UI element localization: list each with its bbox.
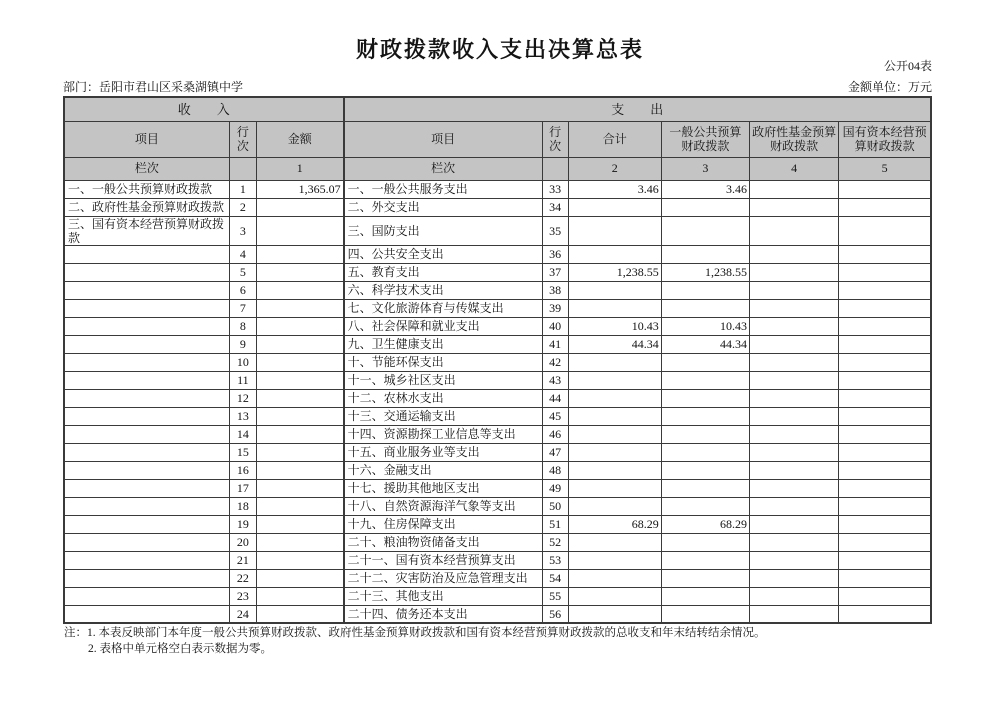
expenditure-state-capital-cell <box>839 353 931 371</box>
column-index-row <box>64 157 931 180</box>
expenditure-line-cell: 55 <box>542 587 568 605</box>
expenditure-gov-fund-cell <box>749 180 838 198</box>
income-item-cell <box>64 497 229 515</box>
expenditure-line-cell: 34 <box>542 198 568 216</box>
income-item-cell: 三、国有资本经营预算财政拨款 <box>64 216 229 245</box>
expenditure-gov-fund-cell <box>749 443 838 461</box>
unit-value: 万元 <box>907 80 932 94</box>
income-amount-cell <box>256 515 343 533</box>
income-amount-cell <box>256 371 343 389</box>
income-amount-cell <box>256 407 343 425</box>
income-amount-cell <box>256 299 343 317</box>
income-amount-cell <box>256 245 343 263</box>
expenditure-state-capital-cell <box>839 533 931 551</box>
expenditure-gov-fund-cell <box>749 407 838 425</box>
table-row <box>64 479 931 497</box>
expenditure-state-capital-index: 5 <box>839 157 931 180</box>
note-text: 2. 表格中单元格空白表示数据为零。 <box>88 643 272 655</box>
expenditure-item-cell: 十三、交通运输支出 <box>344 407 542 425</box>
expenditure-column-index-label: 栏次 <box>344 157 542 180</box>
income-amount-cell <box>256 587 343 605</box>
expenditure-item-cell: 二十四、债务还本支出 <box>344 605 542 623</box>
notes-label: 注： <box>64 627 87 639</box>
table-row <box>64 425 931 443</box>
expenditure-line-cell: 45 <box>542 407 568 425</box>
income-amount-cell <box>256 551 343 569</box>
income-line-cell: 3 <box>229 216 256 245</box>
expenditure-item-cell: 二十一、国有资本经营预算支出 <box>344 551 542 569</box>
income-item-cell: 一、一般公共预算财政拨款 <box>64 180 229 198</box>
expenditure-state-capital-cell <box>839 263 931 281</box>
expenditure-total-cell <box>568 569 661 587</box>
income-line-cell: 23 <box>229 587 256 605</box>
expenditure-general-budget-cell <box>661 587 749 605</box>
expenditure-general-budget-cell <box>661 497 749 515</box>
income-line-cell: 17 <box>229 479 256 497</box>
expenditure-general-budget-cell: 1,238.55 <box>661 263 749 281</box>
department-label: 部门： <box>63 80 100 94</box>
expenditure-total-cell: 3.46 <box>568 180 661 198</box>
expenditure-total-cell <box>568 281 661 299</box>
expenditure-general-budget-cell <box>661 371 749 389</box>
expenditure-state-capital-cell <box>839 569 931 587</box>
expenditure-state-capital-cell <box>839 497 931 515</box>
expenditure-gov-fund-cell <box>749 335 838 353</box>
department-line <box>63 78 243 95</box>
income-amount-header: 金额 <box>256 121 343 157</box>
expenditure-total-cell <box>568 425 661 443</box>
expenditure-total-cell <box>568 461 661 479</box>
expenditure-general-budget-cell <box>661 569 749 587</box>
income-item-header: 项目 <box>64 121 229 157</box>
note-text: 1. 本表反映部门本年度一般公共预算财政拨款、政府性基金预算财政拨款和国有资本经营预算财政拨款的总收支和年末结转结余情况。 <box>87 627 766 639</box>
expenditure-gov-fund-cell <box>749 371 838 389</box>
income-line-cell: 18 <box>229 497 256 515</box>
income-line-header: 行次 <box>229 121 256 157</box>
expenditure-line-cell: 44 <box>542 389 568 407</box>
table-row <box>64 515 931 533</box>
expenditure-item-cell: 三、国防支出 <box>344 216 542 245</box>
income-amount-cell <box>256 443 343 461</box>
expenditure-state-capital-cell <box>839 515 931 533</box>
expenditure-state-capital-cell <box>839 551 931 569</box>
expenditure-general-budget-cell <box>661 245 749 263</box>
expenditure-general-budget-cell <box>661 425 749 443</box>
expenditure-gov-fund-cell <box>749 299 838 317</box>
expenditure-item-cell: 十五、商业服务业等支出 <box>344 443 542 461</box>
expenditure-item-cell: 二十三、其他支出 <box>344 587 542 605</box>
expenditure-state-capital-cell <box>839 180 931 198</box>
table-row <box>64 317 931 335</box>
notes <box>64 625 984 657</box>
expenditure-line-cell: 40 <box>542 317 568 335</box>
table-row <box>64 533 931 551</box>
income-item-cell <box>64 263 229 281</box>
expenditure-line-cell: 56 <box>542 605 568 623</box>
income-line-cell: 9 <box>229 335 256 353</box>
expenditure-total-cell <box>568 443 661 461</box>
table-row <box>64 180 931 198</box>
table-row <box>64 569 931 587</box>
income-section-header: 收 入 <box>64 97 344 121</box>
expenditure-line-cell: 52 <box>542 533 568 551</box>
expenditure-state-capital-cell <box>839 425 931 443</box>
expenditure-general-budget-cell <box>661 551 749 569</box>
income-item-cell <box>64 533 229 551</box>
expenditure-line-cell: 36 <box>542 245 568 263</box>
income-line-cell: 2 <box>229 198 256 216</box>
expenditure-total-header: 合计 <box>568 121 661 157</box>
income-line-cell: 7 <box>229 299 256 317</box>
income-item-cell <box>64 515 229 533</box>
expenditure-gov-fund-cell <box>749 497 838 515</box>
expenditure-general-budget-cell <box>661 198 749 216</box>
unit-label: 金额单位： <box>847 80 908 94</box>
income-line-cell: 24 <box>229 605 256 623</box>
department-name: 岳阳市君山区采桑湖镇中学 <box>99 80 244 94</box>
expenditure-item-cell: 八、社会保障和就业支出 <box>344 317 542 335</box>
expenditure-total-cell <box>568 497 661 515</box>
expenditure-total-cell: 1,238.55 <box>568 263 661 281</box>
expenditure-item-cell: 五、教育支出 <box>344 263 542 281</box>
income-item-cell <box>64 371 229 389</box>
table-row <box>64 245 931 263</box>
income-amount-cell <box>256 198 343 216</box>
table-row <box>64 371 931 389</box>
expenditure-gov-fund-cell <box>749 515 838 533</box>
table-row <box>64 353 931 371</box>
expenditure-item-cell: 二十二、灾害防治及应急管理支出 <box>344 569 542 587</box>
income-column-index-label: 栏次 <box>64 157 229 180</box>
expenditure-item-cell: 六、科学技术支出 <box>344 281 542 299</box>
note-line <box>64 625 984 641</box>
expenditure-total-cell <box>568 299 661 317</box>
income-amount-cell <box>256 263 343 281</box>
expenditure-total-cell: 68.29 <box>568 515 661 533</box>
income-line-cell: 12 <box>229 389 256 407</box>
expenditure-total-cell <box>568 479 661 497</box>
expenditure-gov-fund-cell <box>749 263 838 281</box>
expenditure-item-cell: 十九、住房保障支出 <box>344 515 542 533</box>
expenditure-state-capital-cell <box>839 407 931 425</box>
expenditure-general-budget-cell <box>661 407 749 425</box>
expenditure-item-cell: 七、文化旅游体育与传媒支出 <box>344 299 542 317</box>
expenditure-line-cell: 37 <box>542 263 568 281</box>
expenditure-gov-fund-cell <box>749 605 838 623</box>
expenditure-item-cell: 十一、城乡社区支出 <box>344 371 542 389</box>
income-amount-cell <box>256 281 343 299</box>
expenditure-total-cell: 10.43 <box>568 317 661 335</box>
expenditure-line-cell: 38 <box>542 281 568 299</box>
table-row <box>64 198 931 216</box>
expenditure-general-budget-cell <box>661 216 749 245</box>
expenditure-item-cell: 十八、自然资源海洋气象等支出 <box>344 497 542 515</box>
income-line-cell: 13 <box>229 407 256 425</box>
expenditure-gov-fund-cell <box>749 425 838 443</box>
expenditure-item-cell: 二、外交支出 <box>344 198 542 216</box>
table-code-label: 公开04表 <box>883 59 932 73</box>
expenditure-total-cell <box>568 551 661 569</box>
income-line-cell: 8 <box>229 317 256 335</box>
income-item-cell <box>64 425 229 443</box>
table-row <box>64 216 931 245</box>
expenditure-line-cell: 51 <box>542 515 568 533</box>
expenditure-total-cell <box>568 533 661 551</box>
expenditure-general-budget-cell <box>661 281 749 299</box>
income-item-cell <box>64 353 229 371</box>
expenditure-general-budget-index: 3 <box>661 157 749 180</box>
income-item-cell <box>64 479 229 497</box>
income-line-cell: 16 <box>229 461 256 479</box>
expenditure-line-cell: 49 <box>542 479 568 497</box>
page-title: 财政拨款收入支出决算总表 <box>355 37 644 62</box>
expenditure-state-capital-cell <box>839 335 931 353</box>
expenditure-line-cell: 41 <box>542 335 568 353</box>
income-line-cell: 4 <box>229 245 256 263</box>
income-item-cell <box>64 605 229 623</box>
income-line-cell: 6 <box>229 281 256 299</box>
expenditure-item-cell: 九、卫生健康支出 <box>344 335 542 353</box>
income-line-cell: 19 <box>229 515 256 533</box>
expenditure-total-cell <box>568 407 661 425</box>
income-line-cell: 15 <box>229 443 256 461</box>
table-row <box>64 407 931 425</box>
expenditure-item-cell: 十、节能环保支出 <box>344 353 542 371</box>
expenditure-general-budget-cell <box>661 299 749 317</box>
expenditure-total-cell <box>568 587 661 605</box>
table-row <box>64 335 931 353</box>
expenditure-line-cell: 54 <box>542 569 568 587</box>
income-item-cell <box>64 587 229 605</box>
unit-line <box>848 78 932 95</box>
expenditure-line-cell: 48 <box>542 461 568 479</box>
expenditure-gov-fund-cell <box>749 216 838 245</box>
income-item-cell <box>64 281 229 299</box>
expenditure-line-cell: 43 <box>542 371 568 389</box>
expenditure-line-cell: 33 <box>542 180 568 198</box>
expenditure-item-cell: 十七、援助其他地区支出 <box>344 479 542 497</box>
income-amount-cell <box>256 497 343 515</box>
income-line-cell: 22 <box>229 569 256 587</box>
income-item-cell <box>64 551 229 569</box>
expenditure-total-cell <box>568 389 661 407</box>
expenditure-state-capital-cell <box>839 587 931 605</box>
income-line-cell: 21 <box>229 551 256 569</box>
expenditure-gov-fund-index: 4 <box>749 157 838 180</box>
income-item-cell <box>64 461 229 479</box>
expenditure-state-capital-cell <box>839 479 931 497</box>
expenditure-item-cell: 二十、粮油物资储备支出 <box>344 533 542 551</box>
income-amount-cell <box>256 425 343 443</box>
expenditure-item-cell: 十四、资源勘探工业信息等支出 <box>344 425 542 443</box>
expenditure-line-cell: 35 <box>542 216 568 245</box>
expenditure-total-cell <box>568 245 661 263</box>
expenditure-line-cell: 47 <box>542 443 568 461</box>
income-amount-cell <box>256 389 343 407</box>
income-line-cell: 11 <box>229 371 256 389</box>
expenditure-gov-fund-cell <box>749 353 838 371</box>
expenditure-item-cell: 十二、农林水支出 <box>344 389 542 407</box>
column-header-row <box>64 121 931 157</box>
expenditure-state-capital-cell <box>839 317 931 335</box>
expenditure-total-cell: 44.34 <box>568 335 661 353</box>
income-amount-cell <box>256 353 343 371</box>
note-line <box>88 641 984 657</box>
expenditure-gov-fund-cell <box>749 461 838 479</box>
income-amount-cell <box>256 479 343 497</box>
income-item-cell <box>64 335 229 353</box>
section-header-row <box>64 97 931 121</box>
table-row <box>64 299 931 317</box>
expenditure-gov-fund-cell <box>749 317 838 335</box>
expenditure-line-cell: 50 <box>542 497 568 515</box>
expenditure-state-capital-cell <box>839 443 931 461</box>
income-item-cell <box>64 389 229 407</box>
expenditure-state-capital-cell <box>839 299 931 317</box>
income-item-cell <box>64 299 229 317</box>
income-amount-cell <box>256 569 343 587</box>
expenditure-state-capital-cell <box>839 281 931 299</box>
expenditure-general-budget-cell <box>661 443 749 461</box>
expenditure-general-budget-cell: 44.34 <box>661 335 749 353</box>
expenditure-section-header: 支 出 <box>344 97 931 121</box>
expenditure-line-index-cell <box>542 157 568 180</box>
fiscal-appropriation-table <box>63 96 932 624</box>
expenditure-gov-fund-cell <box>749 281 838 299</box>
table-row <box>64 281 931 299</box>
expenditure-state-capital-cell <box>839 245 931 263</box>
income-item-cell: 二、政府性基金预算财政拨款 <box>64 198 229 216</box>
income-amount-index: 1 <box>256 157 343 180</box>
expenditure-total-cell <box>568 371 661 389</box>
income-amount-cell: 1,365.07 <box>256 180 343 198</box>
table-row <box>64 263 931 281</box>
expenditure-general-budget-cell: 10.43 <box>661 317 749 335</box>
income-item-cell <box>64 407 229 425</box>
expenditure-general-budget-cell: 3.46 <box>661 180 749 198</box>
income-line-cell: 14 <box>229 425 256 443</box>
income-line-cell: 20 <box>229 533 256 551</box>
expenditure-total-cell <box>568 216 661 245</box>
table-row <box>64 605 931 623</box>
income-amount-cell <box>256 335 343 353</box>
income-item-cell <box>64 245 229 263</box>
meta-row <box>63 78 932 95</box>
expenditure-total-cell <box>568 353 661 371</box>
income-item-cell <box>64 317 229 335</box>
expenditure-gov-fund-header: 政府性基金预算财政拨款 <box>749 121 838 157</box>
expenditure-general-budget-cell <box>661 461 749 479</box>
income-amount-cell <box>256 533 343 551</box>
expenditure-line-header: 行次 <box>542 121 568 157</box>
expenditure-gov-fund-cell <box>749 198 838 216</box>
expenditure-general-budget-header: 一般公共预算财政拨款 <box>661 121 749 157</box>
expenditure-item-cell: 一、一般公共服务支出 <box>344 180 542 198</box>
expenditure-gov-fund-cell <box>749 551 838 569</box>
expenditure-state-capital-cell <box>839 605 931 623</box>
expenditure-state-capital-cell <box>839 461 931 479</box>
expenditure-total-cell <box>568 198 661 216</box>
expenditure-total-index: 2 <box>568 157 661 180</box>
expenditure-line-cell: 42 <box>542 353 568 371</box>
expenditure-gov-fund-cell <box>749 569 838 587</box>
expenditure-state-capital-cell <box>839 198 931 216</box>
expenditure-line-cell: 39 <box>542 299 568 317</box>
table-body <box>64 180 931 623</box>
income-item-cell <box>64 569 229 587</box>
expenditure-item-cell: 十六、金融支出 <box>344 461 542 479</box>
expenditure-item-header: 项目 <box>344 121 542 157</box>
table-row <box>64 461 931 479</box>
expenditure-gov-fund-cell <box>749 245 838 263</box>
expenditure-state-capital-cell <box>839 216 931 245</box>
expenditure-line-cell: 53 <box>542 551 568 569</box>
expenditure-state-capital-cell <box>839 389 931 407</box>
table-row <box>64 551 931 569</box>
expenditure-general-budget-cell <box>661 605 749 623</box>
expenditure-general-budget-cell <box>661 353 749 371</box>
table-row <box>64 443 931 461</box>
expenditure-general-budget-cell: 68.29 <box>661 515 749 533</box>
table-row <box>64 389 931 407</box>
expenditure-state-capital-header: 国有资本经营预算财政拨款 <box>839 121 931 157</box>
table-row <box>64 497 931 515</box>
expenditure-general-budget-cell <box>661 389 749 407</box>
expenditure-gov-fund-cell <box>749 389 838 407</box>
expenditure-item-cell: 四、公共安全支出 <box>344 245 542 263</box>
expenditure-general-budget-cell <box>661 479 749 497</box>
expenditure-gov-fund-cell <box>749 587 838 605</box>
expenditure-gov-fund-cell <box>749 533 838 551</box>
income-line-cell: 10 <box>229 353 256 371</box>
income-line-cell: 1 <box>229 180 256 198</box>
expenditure-gov-fund-cell <box>749 479 838 497</box>
income-line-cell: 5 <box>229 263 256 281</box>
income-amount-cell <box>256 317 343 335</box>
expenditure-line-cell: 46 <box>542 425 568 443</box>
income-amount-cell <box>256 605 343 623</box>
expenditure-state-capital-cell <box>839 371 931 389</box>
table-row <box>64 587 931 605</box>
income-line-index-cell <box>229 157 256 180</box>
expenditure-total-cell <box>568 605 661 623</box>
expenditure-general-budget-cell <box>661 533 749 551</box>
income-item-cell <box>64 443 229 461</box>
income-amount-cell <box>256 461 343 479</box>
income-amount-cell <box>256 216 343 245</box>
